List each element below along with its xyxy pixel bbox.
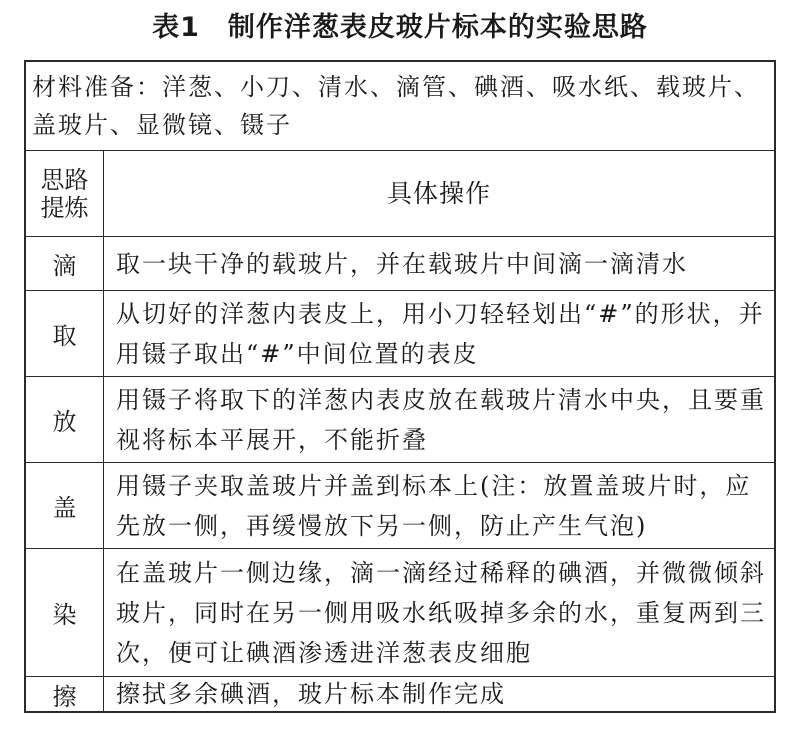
row-step: 盖 bbox=[26, 463, 104, 548]
header-operation: 具体操作 bbox=[386, 178, 491, 208]
row-step: 取 bbox=[26, 291, 104, 376]
row-operation: 取一块干净的载玻片，并在载玻片中间滴一滴清水 bbox=[116, 249, 688, 278]
row-operation: 用镊子夹取盖玻片并盖到标本上(注：放置盖玻片时，应先放一侧，再缓慢放下另一侧，防止产生气泡) bbox=[116, 471, 752, 540]
row-operation: 用镊子将取下的洋葱内表皮放在载玻片清水中央，且要重视将标本平展开，不能折叠 bbox=[116, 385, 766, 454]
materials-cell: 材料准备：洋葱、小刀、清水、滴管、碘酒、吸水纸、载玻片、盖玻片、显微镜、镊子 bbox=[26, 62, 774, 151]
header-step: 思路 提炼 bbox=[26, 151, 104, 236]
table-row bbox=[26, 291, 774, 377]
table-row bbox=[26, 377, 774, 463]
row-operation: 在盖玻片一侧边缘，滴一滴经过稀释的碘酒，并微微倾斜玻片，同时在另一侧用吸水纸吸掉多余的水，重复两到三次，便可让碘酒渗透进洋葱表皮细胞 bbox=[116, 558, 766, 667]
row-step: 染 bbox=[26, 549, 104, 676]
row-operation: 从切好的洋葱内表皮上，用小刀轻轻划出“#”的形状，并用镊子取出“#”中间位置的表皮 bbox=[116, 299, 765, 368]
table-row bbox=[26, 463, 774, 549]
table-row bbox=[26, 677, 774, 711]
row-step: 放 bbox=[26, 377, 104, 462]
table-row bbox=[26, 237, 774, 291]
row-step: 擦 bbox=[26, 677, 104, 711]
table-header-row bbox=[26, 151, 774, 237]
experiment-table bbox=[24, 60, 776, 713]
row-operation: 擦拭多余碘酒，玻片标本制作完成 bbox=[116, 680, 506, 708]
table-title: 表1 制作洋葱表皮玻片标本的实验思路 bbox=[152, 12, 648, 43]
row-step: 滴 bbox=[26, 237, 104, 290]
table-row bbox=[26, 549, 774, 677]
